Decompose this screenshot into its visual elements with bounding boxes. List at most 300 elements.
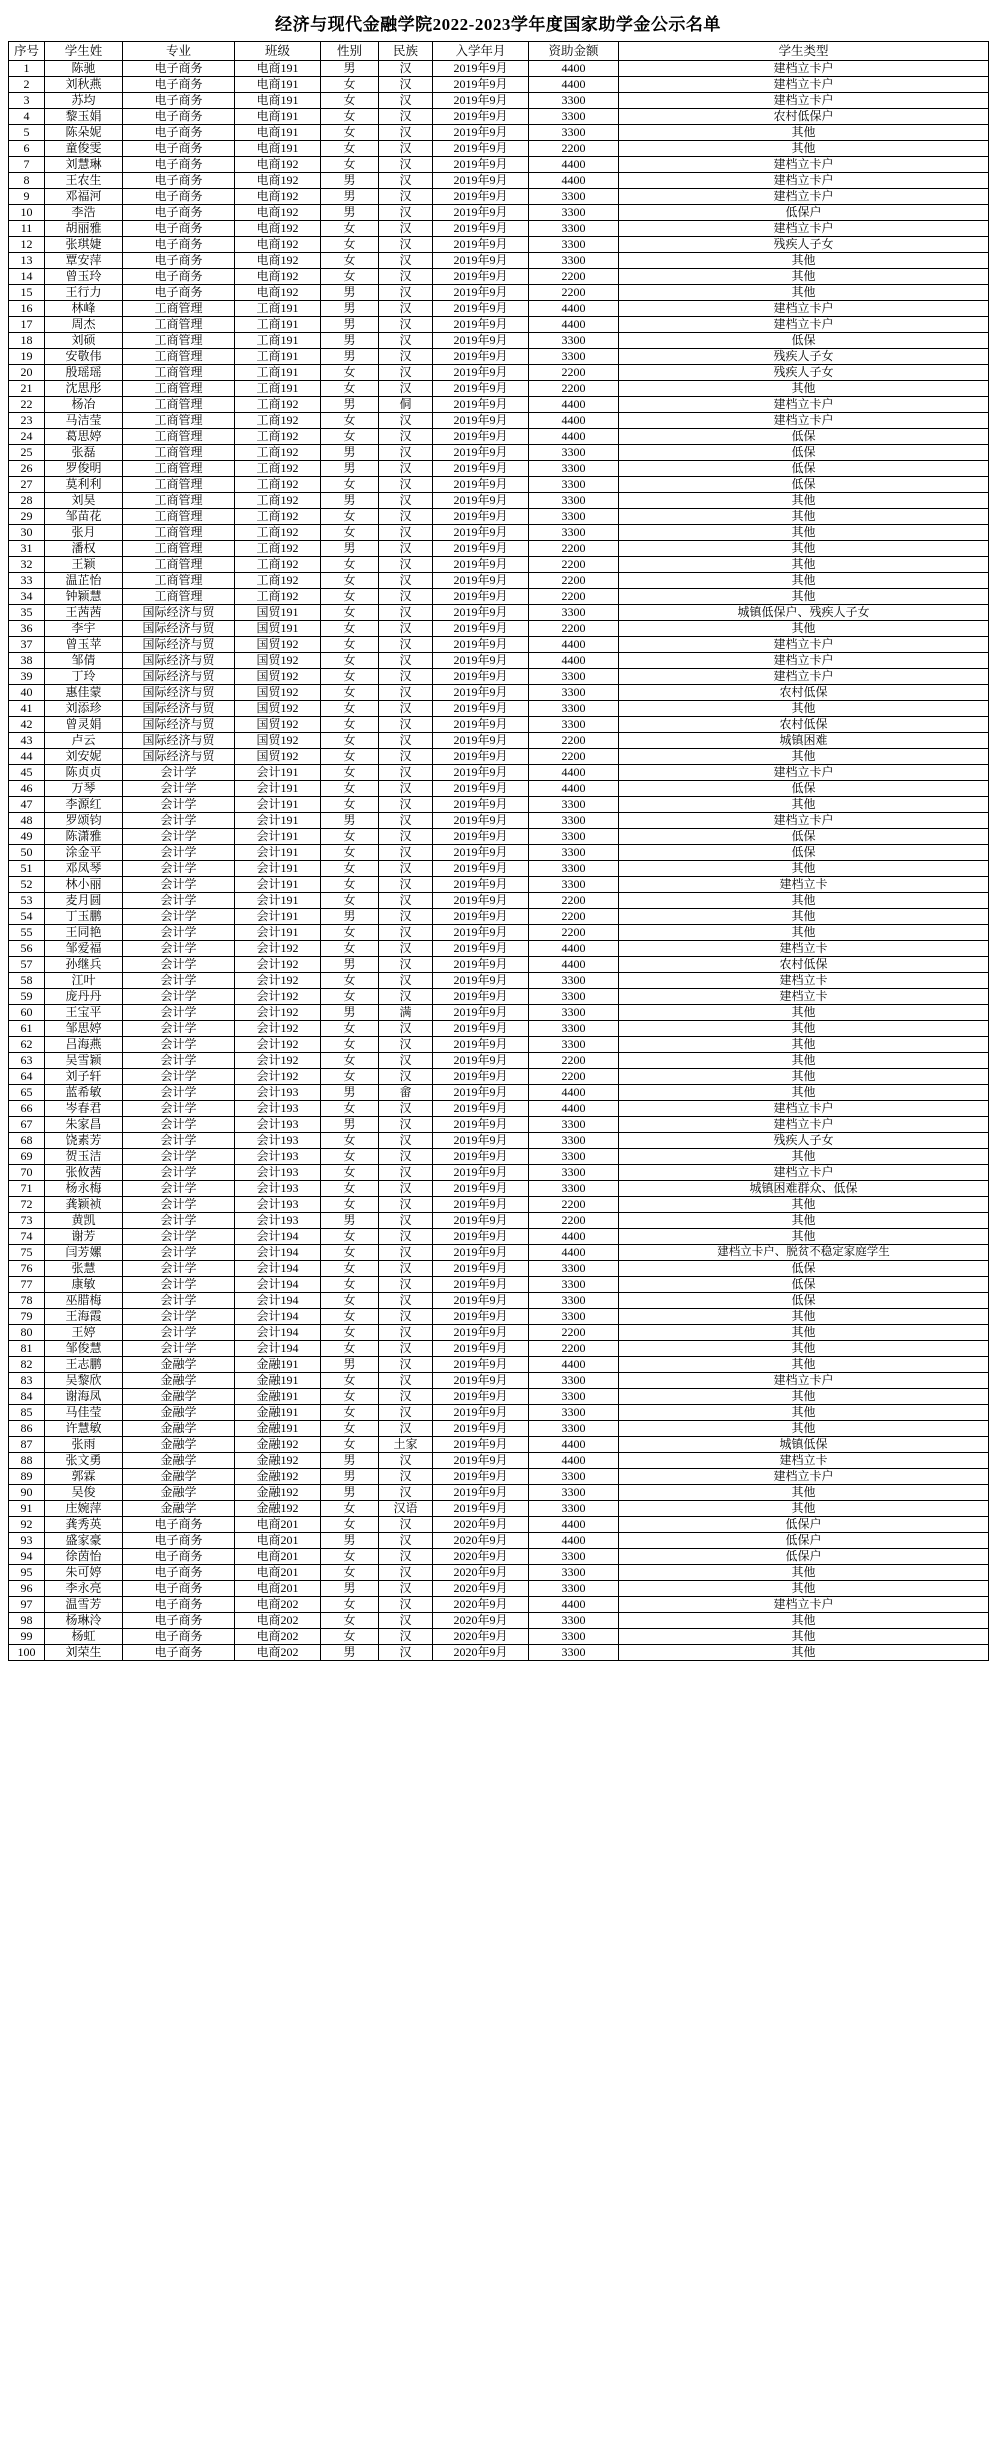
- cell-student-name: 刘安妮: [45, 749, 123, 765]
- cell-ethnicity: 汉: [379, 1421, 433, 1437]
- cell-major: 电子商务: [123, 1549, 235, 1565]
- cell-index: 73: [9, 1213, 45, 1229]
- cell-student-type: 建档立卡户: [619, 397, 989, 413]
- cell-enrollment-date: 2019年9月: [433, 141, 529, 157]
- cell-enrollment-date: 2020年9月: [433, 1533, 529, 1549]
- cell-ethnicity: 汉: [379, 429, 433, 445]
- cell-grant-amount: 3300: [529, 1005, 619, 1021]
- cell-gender: 女: [321, 589, 379, 605]
- cell-ethnicity: 汉: [379, 669, 433, 685]
- cell-student-type: 低保户: [619, 205, 989, 221]
- table-row: [9, 717, 989, 733]
- cell-class: 金融192: [235, 1437, 321, 1453]
- cell-major: 工商管理: [123, 541, 235, 557]
- cell-class: 金融191: [235, 1421, 321, 1437]
- cell-gender: 女: [321, 525, 379, 541]
- table-row: [9, 589, 989, 605]
- column-header-ethnicity: 民族: [379, 42, 433, 61]
- cell-student-name: 康敏: [45, 1277, 123, 1293]
- cell-major: 电子商务: [123, 253, 235, 269]
- cell-grant-amount: 4400: [529, 1597, 619, 1613]
- cell-gender: 男: [321, 173, 379, 189]
- cell-gender: 男: [321, 461, 379, 477]
- cell-enrollment-date: 2019年9月: [433, 77, 529, 93]
- table-row: [9, 861, 989, 877]
- cell-gender: 女: [321, 605, 379, 621]
- cell-ethnicity: 汉: [379, 749, 433, 765]
- cell-major: 工商管理: [123, 413, 235, 429]
- cell-class: 会计192: [235, 989, 321, 1005]
- cell-student-name: 钟颖慧: [45, 589, 123, 605]
- table-row: [9, 1389, 989, 1405]
- cell-gender: 女: [321, 141, 379, 157]
- cell-grant-amount: 4400: [529, 429, 619, 445]
- cell-gender: 女: [321, 269, 379, 285]
- cell-ethnicity: 汉: [379, 61, 433, 77]
- cell-student-name: 曾玉玲: [45, 269, 123, 285]
- cell-major: 会计学: [123, 1005, 235, 1021]
- cell-student-type: 其他: [619, 1149, 989, 1165]
- cell-ethnicity: 汉: [379, 1053, 433, 1069]
- cell-enrollment-date: 2019年9月: [433, 157, 529, 173]
- cell-student-name: 邹苗花: [45, 509, 123, 525]
- cell-major: 会计学: [123, 941, 235, 957]
- cell-ethnicity: 汉: [379, 925, 433, 941]
- cell-student-type: 其他: [619, 269, 989, 285]
- cell-ethnicity: 汉: [379, 1277, 433, 1293]
- cell-major: 金融学: [123, 1453, 235, 1469]
- cell-major: 国际经济与贸: [123, 733, 235, 749]
- cell-gender: 女: [321, 701, 379, 717]
- cell-major: 会计学: [123, 797, 235, 813]
- cell-grant-amount: 2200: [529, 141, 619, 157]
- table-row: [9, 829, 989, 845]
- cell-gender: 女: [321, 1165, 379, 1181]
- cell-grant-amount: 3300: [529, 989, 619, 1005]
- cell-grant-amount: 2200: [529, 365, 619, 381]
- cell-index: 51: [9, 861, 45, 877]
- cell-index: 20: [9, 365, 45, 381]
- table-row: [9, 1485, 989, 1501]
- table-row: [9, 1181, 989, 1197]
- cell-student-type: 其他: [619, 1005, 989, 1021]
- table-row: [9, 1309, 989, 1325]
- cell-student-type: 低保户: [619, 1533, 989, 1549]
- cell-grant-amount: 3300: [529, 1117, 619, 1133]
- cell-enrollment-date: 2019年9月: [433, 109, 529, 125]
- cell-class: 金融192: [235, 1485, 321, 1501]
- cell-enrollment-date: 2019年9月: [433, 749, 529, 765]
- cell-grant-amount: 4400: [529, 173, 619, 189]
- cell-enrollment-date: 2019年9月: [433, 525, 529, 541]
- cell-major: 工商管理: [123, 525, 235, 541]
- cell-enrollment-date: 2019年9月: [433, 973, 529, 989]
- cell-class: 国贸192: [235, 669, 321, 685]
- cell-enrollment-date: 2019年9月: [433, 349, 529, 365]
- cell-enrollment-date: 2019年9月: [433, 653, 529, 669]
- cell-gender: 女: [321, 1293, 379, 1309]
- table-row: [9, 461, 989, 477]
- cell-student-type: 城镇困难: [619, 733, 989, 749]
- cell-enrollment-date: 2019年9月: [433, 1293, 529, 1309]
- cell-ethnicity: 满: [379, 1005, 433, 1021]
- cell-grant-amount: 4400: [529, 61, 619, 77]
- cell-index: 65: [9, 1085, 45, 1101]
- cell-ethnicity: 汉: [379, 413, 433, 429]
- cell-enrollment-date: 2019年9月: [433, 701, 529, 717]
- cell-student-name: 吴俊: [45, 1485, 123, 1501]
- cell-ethnicity: 汉: [379, 893, 433, 909]
- cell-index: 18: [9, 333, 45, 349]
- cell-gender: 女: [321, 1373, 379, 1389]
- cell-enrollment-date: 2020年9月: [433, 1565, 529, 1581]
- cell-gender: 男: [321, 1357, 379, 1373]
- cell-student-name: 张琪婕: [45, 237, 123, 253]
- table-row: [9, 1581, 989, 1597]
- page-title: 经济与现代金融学院2022-2023学年度国家助学金公示名单: [275, 15, 721, 34]
- cell-grant-amount: 4400: [529, 77, 619, 93]
- cell-class: 会计191: [235, 781, 321, 797]
- cell-student-type: 其他: [619, 1357, 989, 1373]
- cell-grant-amount: 3300: [529, 1613, 619, 1629]
- cell-index: 64: [9, 1069, 45, 1085]
- cell-grant-amount: 3300: [529, 189, 619, 205]
- cell-ethnicity: 汉: [379, 1389, 433, 1405]
- cell-index: 56: [9, 941, 45, 957]
- cell-student-name: 惠佳蒙: [45, 685, 123, 701]
- cell-ethnicity: 汉: [379, 637, 433, 653]
- cell-class: 电商191: [235, 93, 321, 109]
- cell-class: 工商192: [235, 573, 321, 589]
- cell-grant-amount: 3300: [529, 1133, 619, 1149]
- cell-ethnicity: 汉语: [379, 1501, 433, 1517]
- cell-gender: 女: [321, 1229, 379, 1245]
- cell-student-name: 陈驰: [45, 61, 123, 77]
- cell-class: 电商201: [235, 1581, 321, 1597]
- cell-major: 电子商务: [123, 1565, 235, 1581]
- cell-student-type: 其他: [619, 1053, 989, 1069]
- cell-enrollment-date: 2019年9月: [433, 1229, 529, 1245]
- cell-student-name: 李永亮: [45, 1581, 123, 1597]
- cell-index: 54: [9, 909, 45, 925]
- cell-enrollment-date: 2019年9月: [433, 1165, 529, 1181]
- cell-grant-amount: 3300: [529, 1149, 619, 1165]
- cell-gender: 男: [321, 61, 379, 77]
- cell-grant-amount: 2200: [529, 893, 619, 909]
- cell-major: 会计学: [123, 1181, 235, 1197]
- cell-index: 87: [9, 1437, 45, 1453]
- cell-ethnicity: 汉: [379, 333, 433, 349]
- cell-enrollment-date: 2019年9月: [433, 1117, 529, 1133]
- cell-student-name: 朱可婷: [45, 1565, 123, 1581]
- cell-enrollment-date: 2019年9月: [433, 61, 529, 77]
- cell-gender: 女: [321, 1133, 379, 1149]
- cell-class: 会计193: [235, 1133, 321, 1149]
- table-row: [9, 1437, 989, 1453]
- cell-major: 会计学: [123, 1229, 235, 1245]
- cell-ethnicity: 土家: [379, 1437, 433, 1453]
- cell-grant-amount: 3300: [529, 461, 619, 477]
- table-row: [9, 1645, 989, 1661]
- cell-ethnicity: 汉: [379, 877, 433, 893]
- table-row: [9, 221, 989, 237]
- cell-gender: 女: [321, 1389, 379, 1405]
- cell-grant-amount: 3300: [529, 221, 619, 237]
- table-row: [9, 797, 989, 813]
- cell-student-type: 城镇低保户、残疾人子女: [619, 605, 989, 621]
- cell-gender: 女: [321, 429, 379, 445]
- cell-student-name: 许慧敏: [45, 1421, 123, 1437]
- cell-student-name: 王同艳: [45, 925, 123, 941]
- cell-class: 工商192: [235, 445, 321, 461]
- table-row: [9, 749, 989, 765]
- cell-class: 会计192: [235, 1037, 321, 1053]
- cell-student-name: 沈思彤: [45, 381, 123, 397]
- cell-enrollment-date: 2019年9月: [433, 1085, 529, 1101]
- cell-enrollment-date: 2020年9月: [433, 1645, 529, 1661]
- cell-index: 79: [9, 1309, 45, 1325]
- cell-enrollment-date: 2019年9月: [433, 845, 529, 861]
- cell-index: 62: [9, 1037, 45, 1053]
- cell-index: 97: [9, 1597, 45, 1613]
- table-row: [9, 1133, 989, 1149]
- cell-student-type: 建档立卡户: [619, 61, 989, 77]
- cell-enrollment-date: 2019年9月: [433, 477, 529, 493]
- cell-major: 电子商务: [123, 1533, 235, 1549]
- cell-gender: 女: [321, 653, 379, 669]
- scholarship-roster-table: [8, 41, 989, 1661]
- cell-gender: 男: [321, 349, 379, 365]
- cell-student-type: 其他: [619, 925, 989, 941]
- cell-class: 电商201: [235, 1517, 321, 1533]
- table-row: [9, 733, 989, 749]
- cell-class: 工商191: [235, 381, 321, 397]
- cell-gender: 女: [321, 1037, 379, 1053]
- cell-student-name: 杨冶: [45, 397, 123, 413]
- cell-major: 会计学: [123, 1293, 235, 1309]
- cell-enrollment-date: 2019年9月: [433, 717, 529, 733]
- table-row: [9, 77, 989, 93]
- cell-ethnicity: 汉: [379, 1453, 433, 1469]
- cell-student-type: 其他: [619, 1021, 989, 1037]
- cell-class: 会计191: [235, 813, 321, 829]
- cell-major: 电子商务: [123, 237, 235, 253]
- cell-ethnicity: 汉: [379, 509, 433, 525]
- cell-class: 会计191: [235, 829, 321, 845]
- cell-student-name: 温雪芳: [45, 1597, 123, 1613]
- cell-index: 5: [9, 125, 45, 141]
- cell-ethnicity: 汉: [379, 685, 433, 701]
- cell-class: 工商192: [235, 557, 321, 573]
- cell-ethnicity: 汉: [379, 733, 433, 749]
- cell-gender: 男: [321, 1005, 379, 1021]
- cell-index: 61: [9, 1021, 45, 1037]
- cell-enrollment-date: 2019年9月: [433, 589, 529, 605]
- table-row: [9, 157, 989, 173]
- cell-student-type: 其他: [619, 909, 989, 925]
- cell-class: 国贸192: [235, 685, 321, 701]
- cell-student-type: 其他: [619, 1613, 989, 1629]
- cell-ethnicity: 汉: [379, 1533, 433, 1549]
- cell-enrollment-date: 2019年9月: [433, 173, 529, 189]
- cell-major: 电子商务: [123, 77, 235, 93]
- column-header-student-name: 学生姓: [45, 42, 123, 61]
- cell-class: 电商201: [235, 1565, 321, 1581]
- cell-student-name: 谢芳: [45, 1229, 123, 1245]
- cell-index: 76: [9, 1261, 45, 1277]
- cell-index: 26: [9, 461, 45, 477]
- cell-ethnicity: 汉: [379, 573, 433, 589]
- cell-gender: 女: [321, 621, 379, 637]
- cell-student-name: 李宇: [45, 621, 123, 637]
- cell-index: 11: [9, 221, 45, 237]
- cell-student-name: 丁玉鹏: [45, 909, 123, 925]
- cell-student-type: 其他: [619, 125, 989, 141]
- cell-enrollment-date: 2019年9月: [433, 1437, 529, 1453]
- cell-class: 国贸192: [235, 717, 321, 733]
- cell-grant-amount: 4400: [529, 1437, 619, 1453]
- cell-major: 工商管理: [123, 429, 235, 445]
- cell-grant-amount: 4400: [529, 1453, 619, 1469]
- cell-student-name: 郭霖: [45, 1469, 123, 1485]
- cell-enrollment-date: 2019年9月: [433, 1309, 529, 1325]
- cell-major: 电子商务: [123, 173, 235, 189]
- cell-gender: 男: [321, 541, 379, 557]
- cell-enrollment-date: 2019年9月: [433, 381, 529, 397]
- column-header-major: 专业: [123, 42, 235, 61]
- cell-ethnicity: 汉: [379, 205, 433, 221]
- cell-index: 94: [9, 1549, 45, 1565]
- table-row: [9, 941, 989, 957]
- cell-student-name: 罗颂钧: [45, 813, 123, 829]
- cell-student-name: 王农生: [45, 173, 123, 189]
- cell-enrollment-date: 2019年9月: [433, 1197, 529, 1213]
- cell-student-name: 黎玉娟: [45, 109, 123, 125]
- cell-student-type: 其他: [619, 573, 989, 589]
- cell-enrollment-date: 2019年9月: [433, 221, 529, 237]
- cell-enrollment-date: 2019年9月: [433, 1069, 529, 1085]
- table-row: [9, 509, 989, 525]
- cell-major: 会计学: [123, 925, 235, 941]
- cell-grant-amount: 2200: [529, 1197, 619, 1213]
- cell-student-name: 张慧: [45, 1261, 123, 1277]
- cell-index: 96: [9, 1581, 45, 1597]
- cell-student-type: 其他: [619, 541, 989, 557]
- cell-major: 会计学: [123, 973, 235, 989]
- cell-ethnicity: 汉: [379, 221, 433, 237]
- table-row: [9, 877, 989, 893]
- cell-grant-amount: 3300: [529, 1021, 619, 1037]
- cell-student-type: 建档立卡户: [619, 1373, 989, 1389]
- cell-class: 会计191: [235, 925, 321, 941]
- cell-gender: 男: [321, 1645, 379, 1661]
- cell-gender: 男: [321, 205, 379, 221]
- cell-student-type: 其他: [619, 701, 989, 717]
- cell-major: 会计学: [123, 1277, 235, 1293]
- cell-grant-amount: 2200: [529, 1325, 619, 1341]
- cell-major: 金融学: [123, 1421, 235, 1437]
- cell-class: 电商202: [235, 1597, 321, 1613]
- cell-grant-amount: 2200: [529, 589, 619, 605]
- cell-grant-amount: 4400: [529, 397, 619, 413]
- cell-major: 会计学: [123, 989, 235, 1005]
- cell-ethnicity: 汉: [379, 1213, 433, 1229]
- cell-grant-amount: 3300: [529, 829, 619, 845]
- table-row: [9, 1565, 989, 1581]
- cell-student-name: 童俊雯: [45, 141, 123, 157]
- cell-grant-amount: 4400: [529, 653, 619, 669]
- cell-ethnicity: 汉: [379, 269, 433, 285]
- table-row: [9, 397, 989, 413]
- cell-grant-amount: 3300: [529, 509, 619, 525]
- cell-gender: 女: [321, 1629, 379, 1645]
- cell-major: 国际经济与贸: [123, 685, 235, 701]
- table-row: [9, 1053, 989, 1069]
- cell-gender: 男: [321, 301, 379, 317]
- table-row: [9, 253, 989, 269]
- cell-gender: 女: [321, 637, 379, 653]
- table-row: [9, 973, 989, 989]
- cell-gender: 女: [321, 1277, 379, 1293]
- cell-gender: 女: [321, 845, 379, 861]
- cell-student-name: 张攸茜: [45, 1165, 123, 1181]
- cell-index: 38: [9, 653, 45, 669]
- cell-student-type: 建档立卡: [619, 1453, 989, 1469]
- cell-gender: 女: [321, 1565, 379, 1581]
- table-row: [9, 493, 989, 509]
- cell-index: 29: [9, 509, 45, 525]
- cell-ethnicity: 汉: [379, 1245, 433, 1261]
- cell-enrollment-date: 2019年9月: [433, 237, 529, 253]
- cell-ethnicity: 汉: [379, 1485, 433, 1501]
- cell-class: 工商192: [235, 477, 321, 493]
- cell-gender: 男: [321, 957, 379, 973]
- cell-grant-amount: 3300: [529, 445, 619, 461]
- column-header-index: 序号: [9, 42, 45, 61]
- table-row: [9, 365, 989, 381]
- cell-ethnicity: 汉: [379, 797, 433, 813]
- cell-gender: 女: [321, 1549, 379, 1565]
- cell-ethnicity: 汉: [379, 109, 433, 125]
- cell-student-type: 建档立卡户: [619, 1117, 989, 1133]
- cell-class: 工商192: [235, 397, 321, 413]
- cell-ethnicity: 汉: [379, 525, 433, 541]
- cell-class: 电商191: [235, 77, 321, 93]
- cell-ethnicity: 汉: [379, 989, 433, 1005]
- cell-class: 会计192: [235, 941, 321, 957]
- cell-grant-amount: 4400: [529, 765, 619, 781]
- cell-grant-amount: 3300: [529, 605, 619, 621]
- cell-student-name: 闫芳嫘: [45, 1245, 123, 1261]
- cell-index: 60: [9, 1005, 45, 1021]
- cell-student-type: 建档立卡户: [619, 301, 989, 317]
- cell-index: 99: [9, 1629, 45, 1645]
- cell-gender: 女: [321, 1341, 379, 1357]
- cell-index: 1: [9, 61, 45, 77]
- cell-index: 85: [9, 1405, 45, 1421]
- cell-ethnicity: 汉: [379, 301, 433, 317]
- cell-student-type: 低保: [619, 477, 989, 493]
- cell-ethnicity: 汉: [379, 1469, 433, 1485]
- cell-class: 会计192: [235, 1005, 321, 1021]
- cell-class: 会计193: [235, 1101, 321, 1117]
- cell-major: 会计学: [123, 781, 235, 797]
- cell-grant-amount: 4400: [529, 941, 619, 957]
- cell-index: 44: [9, 749, 45, 765]
- cell-ethnicity: 汉: [379, 541, 433, 557]
- cell-major: 电子商务: [123, 285, 235, 301]
- cell-student-name: 麦月圆: [45, 893, 123, 909]
